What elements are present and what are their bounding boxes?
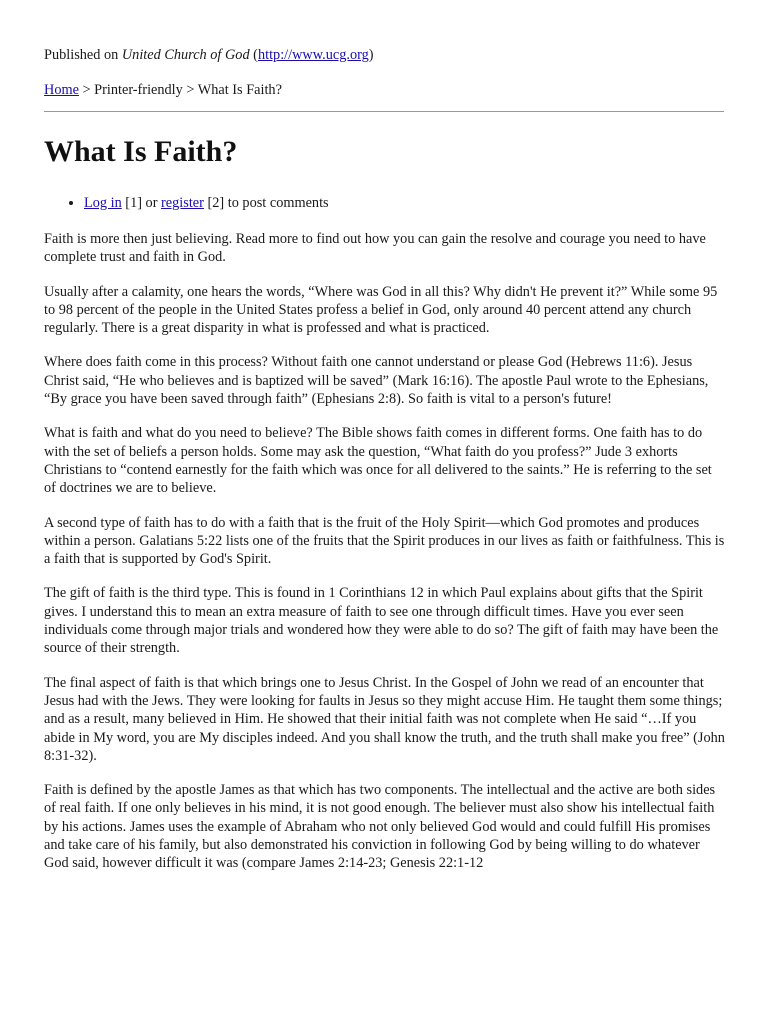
article-paragraph: What is faith and what do you need to believe? The Bible shows faith comes in different forms. One faith has to do with the set of beliefs a person holds. Some may ask the question, “What faith do you profess?” Jude 3 exhorts Christians to “contend earnestly for the faith which was once for all delivered to the saints.” He is referring to the set of doctrines we are to believe. [44, 425, 712, 497]
article-paragraph: Faith is defined by the apostle James as that which has two components. The intellectual and the active are both sides of real faith. If one only believes in his mind, it is not good enough. The believer must also show his intellectual faith by his actions. James uses the example of Abraham who not only believed God would and could fulfill His promises and take care of his family, but also demonstrated his conviction in following God by being willing to do whatever God said, however difficult it was (compare James 2:14-23; Genesis 22:1-12 [44, 782, 716, 872]
breadcrumb [44, 81, 282, 99]
article-paragraph: The gift of faith is the third type. This is found in 1 Corinthians 12 in which Paul explains about gifts that the Spirit gives. I understand this to mean an extra measure of faith to see one through difficult times. Have you ever seen individuals come through major trials and wondered how they were able to do so? The gift of faith may have been the source of their strength. [44, 585, 719, 657]
breadcrumb-trail: > Printer-friendly > What Is Faith? [78, 82, 282, 98]
article-paragraph: The final aspect of faith is that which brings one to Jesus Christ. In the Gospel of John we read of an encounter that Jesus had with the Jews. They were looking for faults in Jesus so they might accuse Him. He taught them some things; and as a result, many believed in Him. He showed that their initial faith was not complete when He said “…If you abide in My word, you are My disciples indeed. And you shall know the truth, and the truth shall make you free” (John 8:31-32). [44, 674, 725, 764]
article-paragraph: Usually after a calamity, one hears the words, “Where was God in all this? Why didn't He prevent it?” While some 95 to 98 percent of the people in the United States profess a belief in God, only around 40 percent attend any church regularly. There is a great disparity in what is professed and what is practiced. [44, 283, 718, 337]
article-paragraph: Faith is more then just believing. Read more to find out how you can gain the resolve and courage you need to have complete trust and faith in God. [44, 231, 706, 266]
article-paragraph: A second type of faith has to do with a faith that is the fruit of the Holy Spirit—which God promotes and produces within a person. Galatians 5:22 lists one of the fruits that the Spirit produces in our lives as faith or faithfulness. This is a faith that is supported by God's Spirit. [44, 514, 725, 568]
article-body [44, 230, 725, 889]
login-link[interactable]: Log in [84, 195, 122, 211]
paren-open: ( [249, 47, 258, 63]
site-url-link[interactable]: http://www.ucg.org [257, 47, 369, 63]
breadcrumb-home-link[interactable]: Home [44, 82, 79, 98]
paren-close: ) [368, 47, 374, 63]
register-ref: [2] to post comments [203, 195, 329, 211]
divider [44, 111, 724, 112]
published-prefix: Published on [44, 47, 122, 63]
article-paragraph: Where does faith come in this process? Without faith one cannot understand or please God (Hebrews 11:6). Jesus Christ said, “He who believes and is baptized will be saved” (Mark 16:16). The apostle Paul wrote to the Ephesians, “By grace you have been saved through faith” (Ephesians 2:8). So faith is vital to a person's future! [44, 354, 709, 408]
register-link[interactable]: register [161, 195, 204, 211]
published-line [44, 46, 374, 64]
login-ref: [1] or [121, 195, 162, 211]
site-name: United Church of God [121, 47, 250, 63]
comment-links-list [44, 194, 329, 212]
comment-links-item [84, 194, 329, 212]
page-title: What Is Faith? [44, 135, 238, 168]
